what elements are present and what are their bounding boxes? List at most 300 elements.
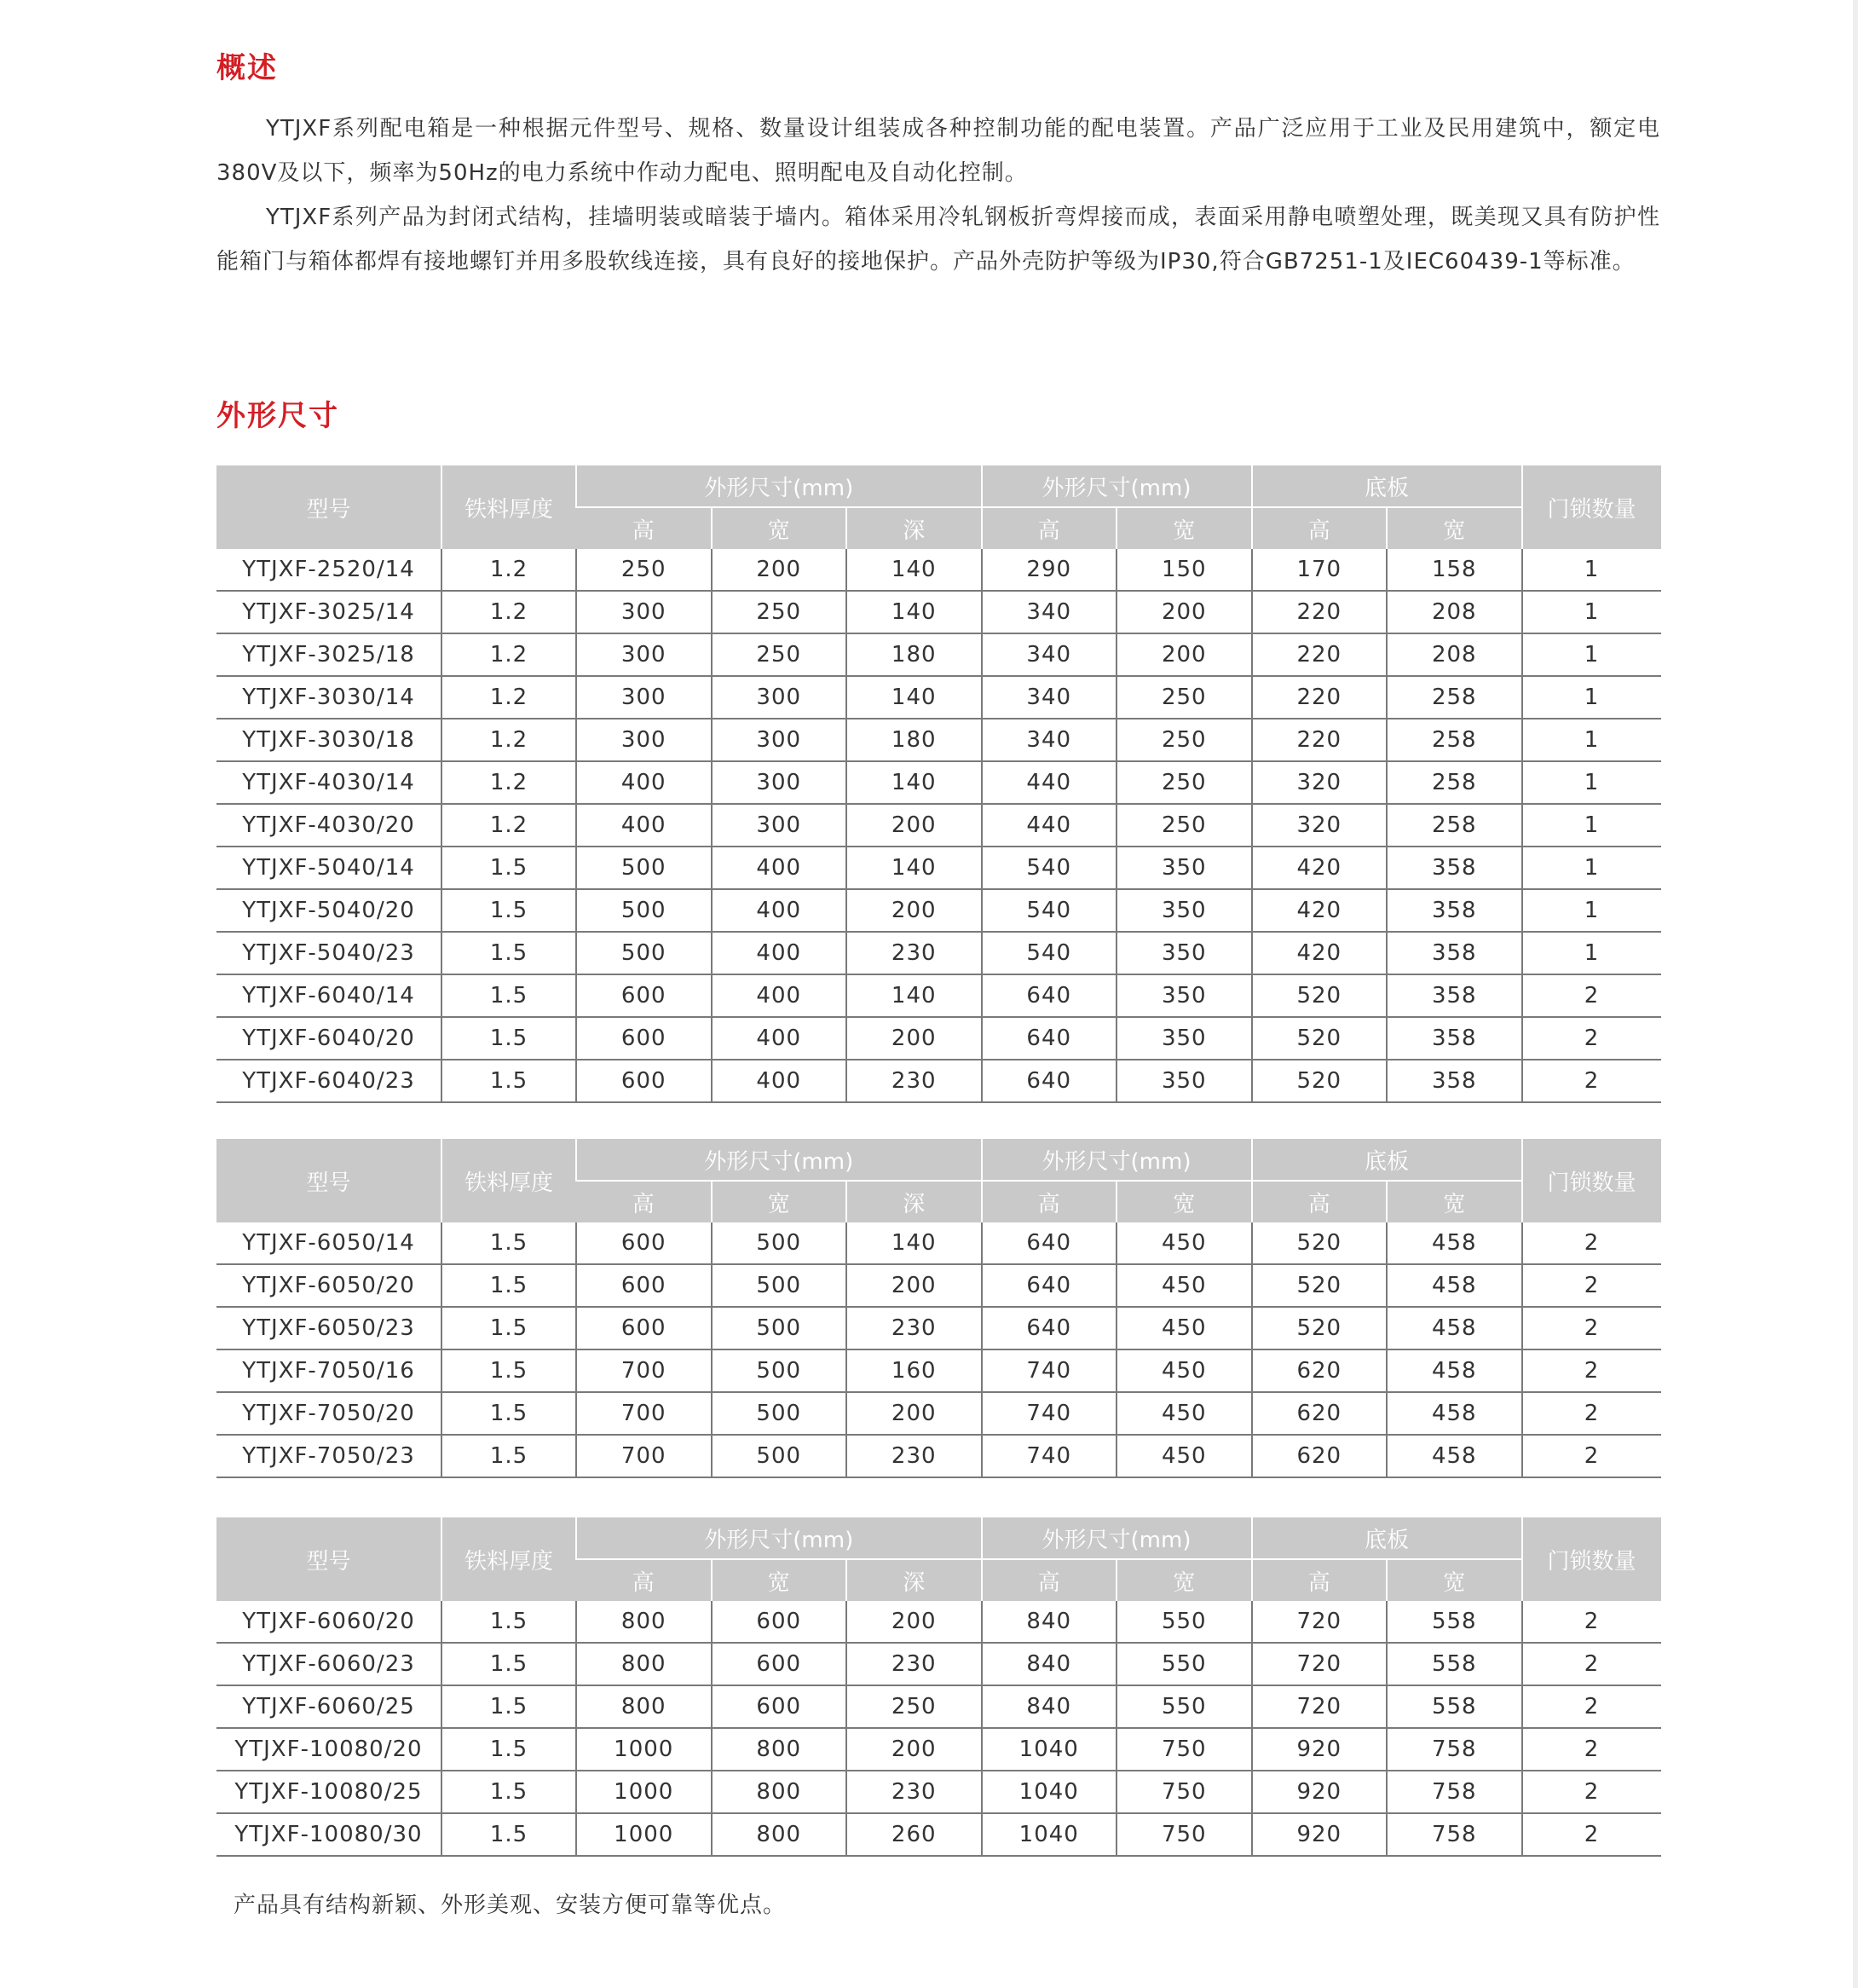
table-cell: 220 xyxy=(1252,633,1388,676)
table-cell: 740 xyxy=(982,1392,1117,1435)
table-row xyxy=(216,1685,1661,1728)
table-cell: YTJXF-6040/14 xyxy=(216,974,441,1017)
table-cell: 500 xyxy=(712,1435,847,1477)
subheader-cell: 宽 xyxy=(1387,507,1522,549)
table-cell: 200 xyxy=(846,889,982,932)
table-cell: 520 xyxy=(1252,1222,1388,1264)
table-cell: 230 xyxy=(846,1643,982,1685)
table-cell: 1.5 xyxy=(441,1728,576,1771)
table-cell: 800 xyxy=(576,1643,712,1685)
header-model: 型号 xyxy=(216,1139,441,1222)
table-cell: 750 xyxy=(1117,1771,1252,1813)
table-cell: 250 xyxy=(712,591,847,633)
table-cell: 400 xyxy=(576,804,712,847)
table-cell: 440 xyxy=(982,804,1117,847)
table-cell: 140 xyxy=(846,676,982,719)
table-cell: 290 xyxy=(982,549,1117,591)
table-cell: 450 xyxy=(1117,1349,1252,1392)
table-cell: 1.5 xyxy=(441,1771,576,1813)
table-cell: 250 xyxy=(1117,804,1252,847)
table-cell: 750 xyxy=(1117,1728,1252,1771)
table-row xyxy=(216,847,1661,889)
table-cell: 400 xyxy=(576,761,712,804)
table-cell: YTJXF-6050/14 xyxy=(216,1222,441,1264)
table-cell: 258 xyxy=(1387,676,1522,719)
table-cell: 500 xyxy=(712,1349,847,1392)
table-row xyxy=(216,974,1661,1017)
dimensions-table-1 xyxy=(216,465,1661,1103)
subheader-cell: 高 xyxy=(576,507,712,549)
table-cell: 720 xyxy=(1252,1601,1388,1643)
table-cell: YTJXF-2520/14 xyxy=(216,549,441,591)
table-cell: 350 xyxy=(1117,1017,1252,1060)
subheader-cell: 深 xyxy=(846,507,982,549)
dimensions-table-3 xyxy=(216,1517,1661,1857)
table-cell: 740 xyxy=(982,1435,1117,1477)
table-cell: 400 xyxy=(712,847,847,889)
table-cell: 250 xyxy=(1117,761,1252,804)
table-cell: 1.2 xyxy=(441,591,576,633)
table-cell: 400 xyxy=(712,1017,847,1060)
table-cell: 208 xyxy=(1387,591,1522,633)
table-cell: 200 xyxy=(1117,633,1252,676)
table-cell: 558 xyxy=(1387,1601,1522,1643)
table-header-row xyxy=(216,1517,1661,1559)
table-cell: 1040 xyxy=(982,1771,1117,1813)
header-outer-size: 外形尺寸(mm) xyxy=(576,1139,982,1181)
table-cell: 920 xyxy=(1252,1728,1388,1771)
page-edge xyxy=(1853,0,1858,1988)
table-cell: 540 xyxy=(982,889,1117,932)
dimensions-table-2 xyxy=(216,1139,1661,1478)
table-cell: 500 xyxy=(712,1222,847,1264)
table-cell: YTJXF-10080/20 xyxy=(216,1728,441,1771)
table-cell: 1 xyxy=(1522,932,1661,974)
table-cell: 1.5 xyxy=(441,1392,576,1435)
table-cell: 920 xyxy=(1252,1813,1388,1856)
table-cell: 340 xyxy=(982,676,1117,719)
table-cell: YTJXF-3025/18 xyxy=(216,633,441,676)
table-cell: 1.2 xyxy=(441,719,576,761)
subheader-cell: 深 xyxy=(846,1559,982,1601)
table-cell: 300 xyxy=(576,633,712,676)
table-cell: YTJXF-7050/23 xyxy=(216,1435,441,1477)
table-cell: 220 xyxy=(1252,591,1388,633)
table-row xyxy=(216,889,1661,932)
table-row xyxy=(216,1349,1661,1392)
table-cell: 840 xyxy=(982,1643,1117,1685)
table-cell: 2 xyxy=(1522,1349,1661,1392)
table-cell: 1.5 xyxy=(441,1435,576,1477)
subheader-cell: 宽 xyxy=(712,1181,847,1222)
table-cell: 520 xyxy=(1252,974,1388,1017)
header-outer-size: 外形尺寸(mm) xyxy=(576,1517,982,1559)
table-row xyxy=(216,633,1661,676)
table-cell: 140 xyxy=(846,974,982,1017)
table-cell: 1 xyxy=(1522,719,1661,761)
table-cell: 150 xyxy=(1117,549,1252,591)
dimensions-title: 外形尺寸 xyxy=(216,399,339,433)
subheader-cell: 宽 xyxy=(1117,507,1252,549)
table-cell: 600 xyxy=(712,1601,847,1643)
table-cell: YTJXF-5040/14 xyxy=(216,847,441,889)
table-cell: 840 xyxy=(982,1601,1117,1643)
table-cell: 250 xyxy=(576,549,712,591)
table-cell: 300 xyxy=(576,591,712,633)
table-cell: 300 xyxy=(712,719,847,761)
table-cell: YTJXF-6050/20 xyxy=(216,1264,441,1307)
header-thickness: 铁料厚度 xyxy=(441,1517,576,1601)
table-cell: 2 xyxy=(1522,1392,1661,1435)
table-cell: 700 xyxy=(576,1349,712,1392)
table-cell: 2 xyxy=(1522,1060,1661,1102)
table-cell: YTJXF-3030/18 xyxy=(216,719,441,761)
subheader-cell: 宽 xyxy=(712,507,847,549)
subheader-cell: 宽 xyxy=(1117,1181,1252,1222)
table-cell: 200 xyxy=(846,1017,982,1060)
table-cell: 1.5 xyxy=(441,932,576,974)
table-cell: 640 xyxy=(982,1060,1117,1102)
table-cell: 1.2 xyxy=(441,676,576,719)
table-cell: YTJXF-4030/20 xyxy=(216,804,441,847)
table-cell: 440 xyxy=(982,761,1117,804)
table-cell: YTJXF-3030/14 xyxy=(216,676,441,719)
table-cell: 600 xyxy=(576,1307,712,1349)
table-cell: 140 xyxy=(846,549,982,591)
table-cell: 250 xyxy=(846,1685,982,1728)
table-cell: 220 xyxy=(1252,719,1388,761)
table-cell: 540 xyxy=(982,847,1117,889)
table-cell: 758 xyxy=(1387,1728,1522,1771)
subheader-cell: 宽 xyxy=(1387,1181,1522,1222)
table-cell: 400 xyxy=(712,932,847,974)
table-cell: 350 xyxy=(1117,974,1252,1017)
table-cell: 758 xyxy=(1387,1771,1522,1813)
table-cell: 558 xyxy=(1387,1643,1522,1685)
table-cell: YTJXF-7050/20 xyxy=(216,1392,441,1435)
table-cell: 1000 xyxy=(576,1728,712,1771)
table-cell: 500 xyxy=(576,847,712,889)
table-cell: 200 xyxy=(846,1264,982,1307)
table-cell: 200 xyxy=(846,1728,982,1771)
table-cell: 1.5 xyxy=(441,1017,576,1060)
table-cell: 600 xyxy=(576,1017,712,1060)
table-cell: 550 xyxy=(1117,1643,1252,1685)
overview-title: 概述 xyxy=(216,51,278,85)
table-cell: 720 xyxy=(1252,1685,1388,1728)
table-cell: 450 xyxy=(1117,1392,1252,1435)
header-base-plate: 底板 xyxy=(1252,1517,1522,1559)
table-cell: YTJXF-10080/25 xyxy=(216,1771,441,1813)
table-cell: 800 xyxy=(712,1728,847,1771)
table-cell: 2 xyxy=(1522,1813,1661,1856)
table-cell: 300 xyxy=(576,676,712,719)
table-cell: 458 xyxy=(1387,1222,1522,1264)
table-cell: 420 xyxy=(1252,932,1388,974)
table-cell: 180 xyxy=(846,719,982,761)
table-cell: 840 xyxy=(982,1685,1117,1728)
table-cell: YTJXF-10080/30 xyxy=(216,1813,441,1856)
table-cell: 230 xyxy=(846,1307,982,1349)
table-cell: 1.5 xyxy=(441,1813,576,1856)
table-row xyxy=(216,1435,1661,1477)
table-cell: 1.5 xyxy=(441,1060,576,1102)
table-cell: 358 xyxy=(1387,932,1522,974)
table-row xyxy=(216,1264,1661,1307)
table-cell: 350 xyxy=(1117,932,1252,974)
table-cell: 400 xyxy=(712,1060,847,1102)
table-cell: 720 xyxy=(1252,1643,1388,1685)
table-cell: 140 xyxy=(846,847,982,889)
table-cell: 260 xyxy=(846,1813,982,1856)
table-cell: 1.5 xyxy=(441,1307,576,1349)
table-cell: 1 xyxy=(1522,676,1661,719)
table-cell: YTJXF-6040/23 xyxy=(216,1060,441,1102)
table-cell: 500 xyxy=(576,889,712,932)
table-cell: 200 xyxy=(712,549,847,591)
footer-note: 产品具有结构新颖、外形美观、安装方便可靠等优点。 xyxy=(234,1893,787,1918)
table-cell: 600 xyxy=(576,1222,712,1264)
table-cell: 208 xyxy=(1387,633,1522,676)
table-cell: 358 xyxy=(1387,1060,1522,1102)
table-cell: YTJXF-7050/16 xyxy=(216,1349,441,1392)
header-base-plate: 底板 xyxy=(1252,465,1522,507)
table-cell: 340 xyxy=(982,591,1117,633)
table-cell: YTJXF-6050/23 xyxy=(216,1307,441,1349)
table-cell: 500 xyxy=(576,932,712,974)
table-cell: 1.5 xyxy=(441,1349,576,1392)
table-cell: 458 xyxy=(1387,1307,1522,1349)
table-cell: 2 xyxy=(1522,1222,1661,1264)
table-cell: 350 xyxy=(1117,889,1252,932)
header-model: 型号 xyxy=(216,1517,441,1601)
table-cell: 800 xyxy=(576,1601,712,1643)
table-cell: 358 xyxy=(1387,847,1522,889)
table-cell: 1 xyxy=(1522,761,1661,804)
table-cell: 340 xyxy=(982,633,1117,676)
table-cell: 800 xyxy=(576,1685,712,1728)
table-cell: 2 xyxy=(1522,1017,1661,1060)
table-row xyxy=(216,1307,1661,1349)
table-cell: 2 xyxy=(1522,1728,1661,1771)
table-cell: 500 xyxy=(712,1307,847,1349)
table-cell: 350 xyxy=(1117,1060,1252,1102)
table-cell: 358 xyxy=(1387,974,1522,1017)
table-cell: 160 xyxy=(846,1349,982,1392)
table-cell: 2 xyxy=(1522,1601,1661,1643)
subheader-cell: 高 xyxy=(982,1559,1117,1601)
table-cell: 200 xyxy=(1117,591,1252,633)
table-cell: 1 xyxy=(1522,804,1661,847)
table-cell: 620 xyxy=(1252,1435,1388,1477)
table-row xyxy=(216,549,1661,591)
header-lock-count: 门锁数量 xyxy=(1522,465,1661,549)
header-outer-size-2: 外形尺寸(mm) xyxy=(982,465,1252,507)
table-cell: 458 xyxy=(1387,1264,1522,1307)
table-row xyxy=(216,719,1661,761)
subheader-cell: 高 xyxy=(1252,507,1388,549)
table-cell: 250 xyxy=(1117,676,1252,719)
table-cell: 700 xyxy=(576,1392,712,1435)
table-row xyxy=(216,932,1661,974)
subheader-cell: 高 xyxy=(1252,1559,1388,1601)
table-cell: 1.2 xyxy=(441,804,576,847)
subheader-cell: 宽 xyxy=(712,1559,847,1601)
subheader-cell: 宽 xyxy=(1117,1559,1252,1601)
table-cell: 1.5 xyxy=(441,1601,576,1643)
table-cell: 420 xyxy=(1252,889,1388,932)
table-cell: 140 xyxy=(846,1222,982,1264)
table-cell: 140 xyxy=(846,591,982,633)
table-cell: 1.5 xyxy=(441,889,576,932)
table-cell: 700 xyxy=(576,1435,712,1477)
table-cell: 600 xyxy=(576,1060,712,1102)
table-cell: 458 xyxy=(1387,1349,1522,1392)
table-cell: 450 xyxy=(1117,1222,1252,1264)
table-cell: 2 xyxy=(1522,1771,1661,1813)
header-outer-size: 外形尺寸(mm) xyxy=(576,465,982,507)
header-lock-count: 门锁数量 xyxy=(1522,1139,1661,1222)
table-cell: 1.5 xyxy=(441,847,576,889)
table-cell: 1.5 xyxy=(441,1264,576,1307)
subheader-cell: 高 xyxy=(576,1559,712,1601)
table-cell: 1.2 xyxy=(441,633,576,676)
table-cell: 170 xyxy=(1252,549,1388,591)
table-cell: 640 xyxy=(982,1264,1117,1307)
table-cell: 400 xyxy=(712,974,847,1017)
table-cell: 300 xyxy=(712,804,847,847)
table-cell: 500 xyxy=(712,1392,847,1435)
table-cell: 520 xyxy=(1252,1060,1388,1102)
table-cell: 1.5 xyxy=(441,1685,576,1728)
table-cell: 1000 xyxy=(576,1771,712,1813)
table-cell: 758 xyxy=(1387,1813,1522,1856)
table-cell: 600 xyxy=(712,1685,847,1728)
table-cell: 158 xyxy=(1387,549,1522,591)
table-cell: 258 xyxy=(1387,761,1522,804)
table-cell: 320 xyxy=(1252,804,1388,847)
table-cell: 1.2 xyxy=(441,761,576,804)
table-cell: 2 xyxy=(1522,1264,1661,1307)
table-header-row xyxy=(216,1139,1661,1181)
table-cell: YTJXF-5040/20 xyxy=(216,889,441,932)
table-cell: 2 xyxy=(1522,1435,1661,1477)
header-outer-size-2: 外形尺寸(mm) xyxy=(982,1517,1252,1559)
table-cell: YTJXF-5040/23 xyxy=(216,932,441,974)
overview-paragraph-2 xyxy=(216,195,1660,284)
table-cell: 620 xyxy=(1252,1349,1388,1392)
table-cell: 350 xyxy=(1117,847,1252,889)
table-cell: 300 xyxy=(576,719,712,761)
header-model: 型号 xyxy=(216,465,441,549)
table-cell: 200 xyxy=(846,1392,982,1435)
table-cell: 1000 xyxy=(576,1813,712,1856)
table-cell: 1 xyxy=(1522,633,1661,676)
table-cell: 550 xyxy=(1117,1685,1252,1728)
table-cell: 640 xyxy=(982,1307,1117,1349)
table-cell: 220 xyxy=(1252,676,1388,719)
subheader-cell: 高 xyxy=(576,1181,712,1222)
table-cell: 358 xyxy=(1387,889,1522,932)
table-cell: 450 xyxy=(1117,1264,1252,1307)
table-cell: 600 xyxy=(712,1643,847,1685)
table-cell: YTJXF-4030/14 xyxy=(216,761,441,804)
table-cell: 750 xyxy=(1117,1813,1252,1856)
table-cell: 640 xyxy=(982,1017,1117,1060)
table-cell: 520 xyxy=(1252,1017,1388,1060)
table-cell: 400 xyxy=(712,889,847,932)
table-row xyxy=(216,591,1661,633)
table-cell: 600 xyxy=(576,1264,712,1307)
table-cell: 640 xyxy=(982,1222,1117,1264)
table-row xyxy=(216,1728,1661,1771)
table-cell: 540 xyxy=(982,932,1117,974)
table-row xyxy=(216,1771,1661,1813)
table-cell: 1040 xyxy=(982,1813,1117,1856)
table-cell: 620 xyxy=(1252,1392,1388,1435)
header-base-plate: 底板 xyxy=(1252,1139,1522,1181)
table-cell: 558 xyxy=(1387,1685,1522,1728)
table-cell: 640 xyxy=(982,974,1117,1017)
overview-paragraph-1-text: YTJXF系列配电箱是一种根据元件型号、规格、数量设计组装成各种控制功能的配电装置。产品广泛应用于工业及民用建筑中，额定电380V及以下，频率为50Hz的电力系统中作动力配电、照明配电及自动化控制。 xyxy=(216,116,1660,186)
table-cell: 230 xyxy=(846,1771,982,1813)
table-cell: 258 xyxy=(1387,719,1522,761)
table-cell: 458 xyxy=(1387,1435,1522,1477)
table-cell: 600 xyxy=(576,974,712,1017)
subheader-cell: 高 xyxy=(982,507,1117,549)
table-cell: YTJXF-6040/20 xyxy=(216,1017,441,1060)
table-row xyxy=(216,1813,1661,1856)
table-row xyxy=(216,1222,1661,1264)
header-outer-size-2: 外形尺寸(mm) xyxy=(982,1139,1252,1181)
table-cell: 1 xyxy=(1522,847,1661,889)
overview-paragraph-2-text: YTJXF系列产品为封闭式结构，挂墙明装或暗装于墙内。箱体采用冷轧钢板折弯焊接而成，表面采用静电喷塑处理，既美现又具有防护性能箱门与箱体都焊有接地螺钉并用多股软线连接，具有良好的接地保护。产品外壳防护等级为IP30,符合GB7251-1及IEC60439-1等标准。 xyxy=(216,205,1660,275)
table-cell: 358 xyxy=(1387,1017,1522,1060)
table-cell: 200 xyxy=(846,1601,982,1643)
subheader-cell: 高 xyxy=(1252,1181,1388,1222)
table-row xyxy=(216,1060,1661,1102)
table-cell: 2 xyxy=(1522,1643,1661,1685)
table-cell: 420 xyxy=(1252,847,1388,889)
table-cell: 500 xyxy=(712,1264,847,1307)
table-cell: 258 xyxy=(1387,804,1522,847)
table-cell: 520 xyxy=(1252,1307,1388,1349)
table-row xyxy=(216,1017,1661,1060)
header-thickness: 铁料厚度 xyxy=(441,1139,576,1222)
table-cell: 320 xyxy=(1252,761,1388,804)
subheader-cell: 高 xyxy=(982,1181,1117,1222)
table-cell: 920 xyxy=(1252,1771,1388,1813)
table-header-row xyxy=(216,465,1661,507)
table-cell: 340 xyxy=(982,719,1117,761)
subheader-cell: 深 xyxy=(846,1181,982,1222)
table-cell: 200 xyxy=(846,804,982,847)
table-cell: 1 xyxy=(1522,549,1661,591)
table-cell: 458 xyxy=(1387,1392,1522,1435)
table-cell: YTJXF-6060/20 xyxy=(216,1601,441,1643)
table-row xyxy=(216,804,1661,847)
table-cell: 2 xyxy=(1522,1307,1661,1349)
table-row xyxy=(216,676,1661,719)
table-cell: 1 xyxy=(1522,591,1661,633)
header-thickness: 铁料厚度 xyxy=(441,465,576,549)
table-cell: 1040 xyxy=(982,1728,1117,1771)
table-cell: 230 xyxy=(846,1435,982,1477)
table-cell: 300 xyxy=(712,676,847,719)
table-cell: YTJXF-6060/25 xyxy=(216,1685,441,1728)
table-cell: 450 xyxy=(1117,1307,1252,1349)
overview-paragraph-1 xyxy=(216,107,1660,195)
